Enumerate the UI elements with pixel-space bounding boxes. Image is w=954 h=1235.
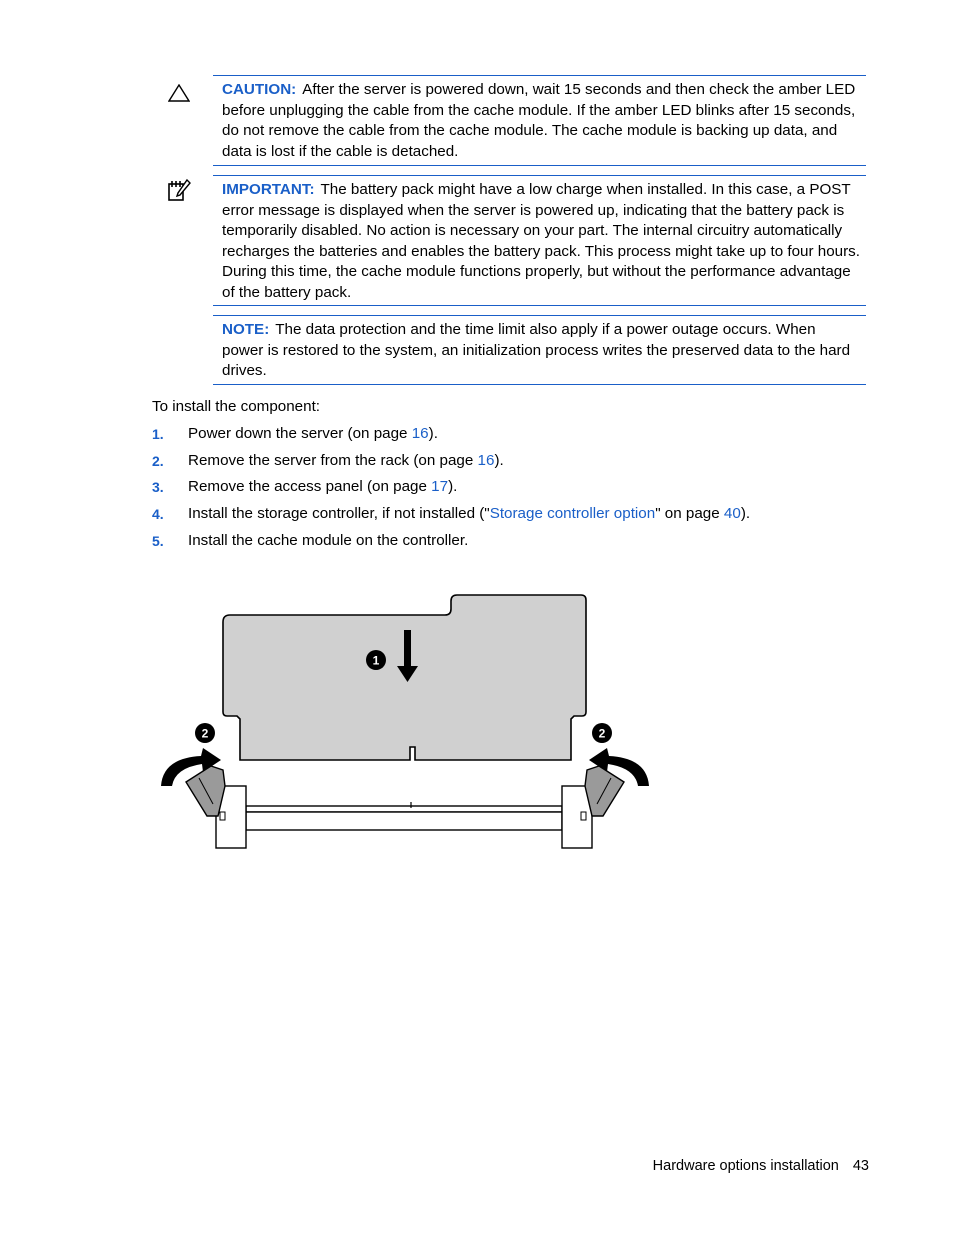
important-text: The battery pack might have a low charge when installed. In this case, a POST error message is displayed when the server is powered up, indicating that the battery pack is temporarily disabled. No action is necessary on your part. The internal circuitry automatically recharges the batteries and enables the battery pack. This process might take up to four hours. During this time, the cache module functions properly, but without the performance advantage of the battery pack. xyxy=(222,181,860,301)
callout-2-left-badge xyxy=(195,723,215,743)
dimm-connector-slot xyxy=(216,786,592,848)
footer-section-title: Hardware options installation xyxy=(652,1158,839,1174)
caution-label: CAUTION: xyxy=(222,81,297,98)
callout-label: 1 xyxy=(372,653,380,668)
callout-label: 2 xyxy=(598,726,606,741)
step-text: Install the cache module on the controller. xyxy=(188,532,469,549)
caution-bottom-rule xyxy=(213,165,866,166)
page-number: 43 xyxy=(852,1158,869,1174)
step-number: 2. xyxy=(152,453,164,469)
page-link[interactable]: 16 xyxy=(411,425,429,442)
step-text: Power down the server (on page 16). xyxy=(188,425,438,442)
step-number: 3. xyxy=(152,479,164,495)
important-bottom-rule xyxy=(213,305,866,306)
callout-label: 2 xyxy=(201,726,209,741)
cache-module-board xyxy=(223,595,586,760)
cache-module-install-figure xyxy=(155,590,655,860)
callout-1-badge xyxy=(366,650,386,670)
left-retaining-latch xyxy=(186,766,225,816)
step-number: 1. xyxy=(152,426,164,442)
right-retaining-latch xyxy=(585,766,624,816)
step-text: Remove the access panel (on page 17). xyxy=(188,478,458,495)
step-number: 5. xyxy=(152,533,164,549)
caution-icon xyxy=(168,84,190,107)
page-link[interactable]: 40 xyxy=(723,505,741,522)
callout-2-right-badge xyxy=(592,723,612,743)
page-link[interactable]: 16 xyxy=(477,452,495,469)
page-footer xyxy=(653,1158,869,1174)
note-bottom-rule xyxy=(213,384,866,385)
intro-text: To install the component: xyxy=(152,398,321,415)
important-notice xyxy=(213,176,866,307)
caution-notice xyxy=(213,76,866,166)
step-text: Install the storage controller, if not installed ("Storage controller option" on page 40). xyxy=(188,505,751,522)
note-label: NOTE: xyxy=(222,321,270,338)
note-notice xyxy=(213,316,866,386)
step-number: 4. xyxy=(152,506,164,522)
step-text: Remove the server from the rack (on page 16). xyxy=(188,452,504,469)
page-link[interactable]: 17 xyxy=(431,478,449,495)
important-icon xyxy=(167,178,191,207)
caution-text: After the server is powered down, wait 15 seconds and then check the amber LED before unplugging the cable from the cache module. If the amber LED blinks after 15 seconds, do not remove the cable from the cache module. The cache module is backing up data, and data is lost if the cable is detached. xyxy=(222,81,856,160)
storage-controller-link[interactable]: Storage controller option xyxy=(489,505,656,522)
note-text: The data protection and the time limit also apply if a power outage occurs. When power is restored to the system, an initialization process writes the preserved data to the hard drives. xyxy=(222,321,851,379)
important-label: IMPORTANT: xyxy=(222,181,315,198)
